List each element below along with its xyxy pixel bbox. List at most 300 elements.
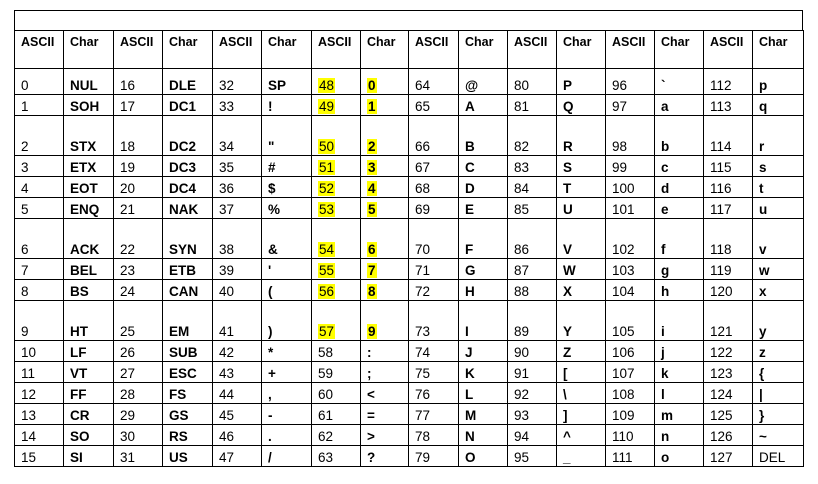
ascii-code-cell: 92 [508, 383, 557, 404]
char-cell: < [361, 383, 409, 404]
header-ascii: ASCII [606, 31, 655, 69]
header-char: Char [64, 31, 114, 69]
char-cell: w [753, 259, 804, 280]
table-row [15, 446, 804, 467]
ascii-code-cell: 108 [606, 383, 655, 404]
ascii-code-cell: 36 [213, 177, 262, 198]
char-cell: E [459, 198, 508, 219]
char-cell: CAN [163, 280, 213, 301]
ascii-code-cell: 110 [606, 425, 655, 446]
char-cell: BS [64, 280, 114, 301]
char-cell: z [753, 341, 804, 362]
char-cell: SP [262, 69, 312, 95]
char-cell: DC1 [163, 95, 213, 116]
ascii-code-cell: 69 [409, 198, 459, 219]
char-cell: - [262, 404, 312, 425]
table-row [15, 362, 804, 383]
highlighted-value: 3 [368, 160, 376, 175]
char-cell: SO [64, 425, 114, 446]
ascii-code-cell: 90 [508, 341, 557, 362]
ascii-code-cell: 13 [15, 404, 64, 425]
ascii-code-cell: 87 [508, 259, 557, 280]
header-char: Char [655, 31, 704, 69]
ascii-code-cell: 94 [508, 425, 557, 446]
header-ascii: ASCII [15, 31, 64, 69]
header-row [15, 31, 804, 69]
ascii-code-cell: 79 [409, 446, 459, 467]
header-char: Char [557, 31, 606, 69]
char-cell: SOH [64, 95, 114, 116]
char-cell: W [557, 259, 606, 280]
ascii-code-cell: 65 [409, 95, 459, 116]
char-cell: D [459, 177, 508, 198]
ascii-code-cell: 121 [704, 301, 753, 341]
ascii-code-cell: 12 [15, 383, 64, 404]
ascii-code-cell: 17 [114, 95, 163, 116]
char-cell: % [262, 198, 312, 219]
char-cell: F [459, 219, 508, 259]
ascii-code-cell: 123 [704, 362, 753, 383]
ascii-code-cell: 97 [606, 95, 655, 116]
header-ascii: ASCII [213, 31, 262, 69]
ascii-code-cell: 124 [704, 383, 753, 404]
char-cell: b [655, 116, 704, 156]
ascii-code-cell: 86 [508, 219, 557, 259]
ascii-code-cell: 41 [213, 301, 262, 341]
table-row [15, 383, 804, 404]
char-cell: EM [163, 301, 213, 341]
ascii-code-cell: 85 [508, 198, 557, 219]
ascii-code-cell: 83 [508, 156, 557, 177]
ascii-code-cell: 38 [213, 219, 262, 259]
char-cell [361, 69, 409, 95]
char-cell: SYN [163, 219, 213, 259]
ascii-code-cell [312, 116, 361, 156]
char-cell: { [753, 362, 804, 383]
ascii-code-cell: 47 [213, 446, 262, 467]
ascii-code-cell [312, 301, 361, 341]
highlighted-value: 7 [368, 263, 376, 278]
char-cell: FF [64, 383, 114, 404]
ascii-code-cell: 104 [606, 280, 655, 301]
char-cell: FS [163, 383, 213, 404]
char-cell: US [163, 446, 213, 467]
ascii-code-cell: 24 [114, 280, 163, 301]
ascii-code-cell: 71 [409, 259, 459, 280]
ascii-code-cell: 91 [508, 362, 557, 383]
char-cell: M [459, 404, 508, 425]
char-cell: SI [64, 446, 114, 467]
ascii-code-cell: 114 [704, 116, 753, 156]
ascii-table-sheet [14, 10, 803, 467]
ascii-code-cell: 111 [606, 446, 655, 467]
ascii-code-cell: 44 [213, 383, 262, 404]
ascii-code-cell: 22 [114, 219, 163, 259]
char-cell: d [655, 177, 704, 198]
char-cell: ~ [753, 425, 804, 446]
char-cell: VT [64, 362, 114, 383]
ascii-code-cell: 31 [114, 446, 163, 467]
ascii-code-cell: 26 [114, 341, 163, 362]
highlighted-value: 49 [319, 99, 335, 114]
char-cell: : [361, 341, 409, 362]
char-cell: @ [459, 69, 508, 95]
ascii-code-cell: 10 [15, 341, 64, 362]
table-row [15, 425, 804, 446]
highlighted-value: 6 [368, 242, 376, 257]
ascii-code-cell: 73 [409, 301, 459, 341]
table-row [15, 177, 804, 198]
char-cell: v [753, 219, 804, 259]
header-char: Char [163, 31, 213, 69]
char-cell: k [655, 362, 704, 383]
char-cell: r [753, 116, 804, 156]
ascii-code-cell: 118 [704, 219, 753, 259]
ascii-code-cell: 16 [114, 69, 163, 95]
ascii-code-cell [312, 280, 361, 301]
ascii-code-cell: 33 [213, 95, 262, 116]
header-ascii: ASCII [409, 31, 459, 69]
char-cell: u [753, 198, 804, 219]
ascii-code-cell: 115 [704, 156, 753, 177]
char-cell: V [557, 219, 606, 259]
char-cell: DC2 [163, 116, 213, 156]
ascii-table-body [15, 31, 804, 467]
ascii-code-cell: 14 [15, 425, 64, 446]
header-char: Char [459, 31, 508, 69]
ascii-table [14, 30, 804, 467]
ascii-code-cell [312, 198, 361, 219]
char-cell: STX [64, 116, 114, 156]
ascii-code-cell: 3 [15, 156, 64, 177]
table-row [15, 198, 804, 219]
char-cell: c [655, 156, 704, 177]
ascii-code-cell: 109 [606, 404, 655, 425]
char-cell: x [753, 280, 804, 301]
ascii-code-cell: 23 [114, 259, 163, 280]
char-cell: # [262, 156, 312, 177]
char-cell: f [655, 219, 704, 259]
highlighted-value: 55 [319, 263, 335, 278]
char-cell: _ [557, 446, 606, 467]
table-row [15, 259, 804, 280]
highlighted-value: 56 [319, 284, 335, 299]
ascii-code-cell: 40 [213, 280, 262, 301]
ascii-code-cell: 66 [409, 116, 459, 156]
char-cell: NUL [64, 69, 114, 95]
ascii-code-cell: 62 [312, 425, 361, 446]
char-cell: Y [557, 301, 606, 341]
char-cell: ACK [64, 219, 114, 259]
ascii-code-cell [312, 259, 361, 280]
char-cell: GS [163, 404, 213, 425]
char-cell: ESC [163, 362, 213, 383]
ascii-code-cell: 75 [409, 362, 459, 383]
char-cell: T [557, 177, 606, 198]
ascii-code-cell: 37 [213, 198, 262, 219]
char-cell: CR [64, 404, 114, 425]
header-ascii: ASCII [508, 31, 557, 69]
char-cell: a [655, 95, 704, 116]
char-cell [361, 280, 409, 301]
char-cell: e [655, 198, 704, 219]
table-row [15, 95, 804, 116]
table-row [15, 116, 804, 156]
ascii-code-cell: 9 [15, 301, 64, 341]
ascii-code-cell: 74 [409, 341, 459, 362]
char-cell: N [459, 425, 508, 446]
char-cell: " [262, 116, 312, 156]
ascii-code-cell: 34 [213, 116, 262, 156]
table-title-row [14, 10, 803, 30]
char-cell: SUB [163, 341, 213, 362]
char-cell: q [753, 95, 804, 116]
char-cell: } [753, 404, 804, 425]
highlighted-value: 1 [368, 99, 376, 114]
char-cell: P [557, 69, 606, 95]
char-cell: = [361, 404, 409, 425]
char-cell: , [262, 383, 312, 404]
char-cell: i [655, 301, 704, 341]
ascii-code-cell: 126 [704, 425, 753, 446]
ascii-code-cell: 15 [15, 446, 64, 467]
char-cell: ] [557, 404, 606, 425]
ascii-code-cell: 32 [213, 69, 262, 95]
char-cell: A [459, 95, 508, 116]
char-cell: & [262, 219, 312, 259]
ascii-code-cell: 8 [15, 280, 64, 301]
header-ascii: ASCII [114, 31, 163, 69]
table-row [15, 69, 804, 95]
char-cell: DC4 [163, 177, 213, 198]
char-cell: ETX [64, 156, 114, 177]
ascii-code-cell: 2 [15, 116, 64, 156]
ascii-code-cell: 21 [114, 198, 163, 219]
ascii-code-cell: 72 [409, 280, 459, 301]
char-cell: NAK [163, 198, 213, 219]
ascii-code-cell: 122 [704, 341, 753, 362]
ascii-code-cell [312, 219, 361, 259]
highlighted-value: 9 [368, 324, 376, 339]
char-cell: ) [262, 301, 312, 341]
char-cell: S [557, 156, 606, 177]
ascii-code-cell: 18 [114, 116, 163, 156]
char-cell: H [459, 280, 508, 301]
table-row [15, 219, 804, 259]
char-cell: ! [262, 95, 312, 116]
ascii-code-cell: 7 [15, 259, 64, 280]
table-row [15, 156, 804, 177]
ascii-code-cell [312, 69, 361, 95]
char-cell: * [262, 341, 312, 362]
char-cell: g [655, 259, 704, 280]
ascii-code-cell: 59 [312, 362, 361, 383]
char-cell: ^ [557, 425, 606, 446]
highlighted-value: 0 [368, 78, 376, 93]
ascii-code-cell: 63 [312, 446, 361, 467]
char-cell: | [753, 383, 804, 404]
char-cell: n [655, 425, 704, 446]
char-cell: R [557, 116, 606, 156]
char-cell: m [655, 404, 704, 425]
ascii-code-cell: 42 [213, 341, 262, 362]
char-cell: G [459, 259, 508, 280]
ascii-code-cell: 39 [213, 259, 262, 280]
char-cell [361, 198, 409, 219]
char-cell: / [262, 446, 312, 467]
ascii-code-cell: 99 [606, 156, 655, 177]
char-cell: U [557, 198, 606, 219]
char-cell: ENQ [64, 198, 114, 219]
char-cell: [ [557, 362, 606, 383]
char-cell: > [361, 425, 409, 446]
ascii-code-cell: 106 [606, 341, 655, 362]
ascii-code-cell: 127 [704, 446, 753, 467]
ascii-code-cell: 101 [606, 198, 655, 219]
char-cell [361, 301, 409, 341]
ascii-code-cell: 45 [213, 404, 262, 425]
char-cell: h [655, 280, 704, 301]
ascii-code-cell: 35 [213, 156, 262, 177]
ascii-code-cell: 67 [409, 156, 459, 177]
ascii-code-cell: 78 [409, 425, 459, 446]
ascii-code-cell: 95 [508, 446, 557, 467]
char-cell: p [753, 69, 804, 95]
char-cell: L [459, 383, 508, 404]
ascii-code-cell: 0 [15, 69, 64, 95]
ascii-code-cell: 82 [508, 116, 557, 156]
highlighted-value: 51 [319, 160, 335, 175]
char-cell: C [459, 156, 508, 177]
highlighted-value: 8 [368, 284, 376, 299]
ascii-code-cell: 30 [114, 425, 163, 446]
ascii-code-cell: 19 [114, 156, 163, 177]
header-ascii: ASCII [312, 31, 361, 69]
ascii-code-cell: 117 [704, 198, 753, 219]
ascii-code-cell: 6 [15, 219, 64, 259]
char-cell: DC3 [163, 156, 213, 177]
ascii-code-cell: 81 [508, 95, 557, 116]
ascii-code-cell: 27 [114, 362, 163, 383]
ascii-code-cell: 11 [15, 362, 64, 383]
char-cell [361, 219, 409, 259]
char-cell: DEL [753, 446, 804, 467]
ascii-code-cell: 80 [508, 69, 557, 95]
ascii-code-cell: 88 [508, 280, 557, 301]
char-cell: + [262, 362, 312, 383]
ascii-code-cell: 98 [606, 116, 655, 156]
char-cell [361, 95, 409, 116]
ascii-code-cell: 100 [606, 177, 655, 198]
header-char: Char [753, 31, 804, 69]
ascii-code-cell: 68 [409, 177, 459, 198]
char-cell: RS [163, 425, 213, 446]
highlighted-value: 53 [319, 202, 335, 217]
ascii-code-cell: 64 [409, 69, 459, 95]
highlighted-value: 57 [319, 324, 335, 339]
char-cell [361, 156, 409, 177]
char-cell: o [655, 446, 704, 467]
ascii-code-cell: 89 [508, 301, 557, 341]
highlighted-value: 52 [319, 181, 335, 196]
ascii-code-cell: 120 [704, 280, 753, 301]
highlighted-value: 5 [368, 202, 376, 217]
ascii-code-cell: 1 [15, 95, 64, 116]
char-cell: ETB [163, 259, 213, 280]
ascii-code-cell: 96 [606, 69, 655, 95]
ascii-code-cell: 5 [15, 198, 64, 219]
ascii-code-cell: 4 [15, 177, 64, 198]
table-row [15, 280, 804, 301]
ascii-code-cell: 70 [409, 219, 459, 259]
ascii-code-cell: 58 [312, 341, 361, 362]
char-cell: HT [64, 301, 114, 341]
char-cell: EOT [64, 177, 114, 198]
highlighted-value: 48 [319, 78, 335, 93]
header-char: Char [262, 31, 312, 69]
char-cell: ; [361, 362, 409, 383]
char-cell: Z [557, 341, 606, 362]
ascii-code-cell: 20 [114, 177, 163, 198]
table-row [15, 301, 804, 341]
char-cell: BEL [64, 259, 114, 280]
char-cell: X [557, 280, 606, 301]
ascii-code-cell: 43 [213, 362, 262, 383]
char-cell: y [753, 301, 804, 341]
char-cell: LF [64, 341, 114, 362]
ascii-code-cell: 84 [508, 177, 557, 198]
ascii-code-cell: 29 [114, 404, 163, 425]
char-cell: l [655, 383, 704, 404]
ascii-code-cell: 25 [114, 301, 163, 341]
highlighted-value: 4 [368, 181, 376, 196]
char-cell: J [459, 341, 508, 362]
ascii-code-cell: 105 [606, 301, 655, 341]
ascii-code-cell: 77 [409, 404, 459, 425]
ascii-code-cell: 102 [606, 219, 655, 259]
char-cell: t [753, 177, 804, 198]
table-row [15, 341, 804, 362]
char-cell: Q [557, 95, 606, 116]
highlighted-value: 54 [319, 242, 335, 257]
ascii-code-cell [312, 156, 361, 177]
ascii-code-cell: 125 [704, 404, 753, 425]
ascii-code-cell: 107 [606, 362, 655, 383]
ascii-code-cell: 93 [508, 404, 557, 425]
char-cell: \ [557, 383, 606, 404]
ascii-code-cell [312, 177, 361, 198]
char-cell: ` [655, 69, 704, 95]
ascii-code-cell [312, 95, 361, 116]
ascii-code-cell: 61 [312, 404, 361, 425]
table-row [15, 404, 804, 425]
char-cell: ? [361, 446, 409, 467]
char-cell: I [459, 301, 508, 341]
char-cell: K [459, 362, 508, 383]
char-cell: $ [262, 177, 312, 198]
ascii-code-cell: 112 [704, 69, 753, 95]
ascii-code-cell: 116 [704, 177, 753, 198]
highlighted-value: 50 [319, 139, 335, 154]
char-cell: ' [262, 259, 312, 280]
ascii-code-cell: 46 [213, 425, 262, 446]
char-cell: . [262, 425, 312, 446]
highlighted-value: 2 [368, 139, 376, 154]
ascii-code-cell: 60 [312, 383, 361, 404]
ascii-code-cell: 76 [409, 383, 459, 404]
char-cell [361, 177, 409, 198]
header-char: Char [361, 31, 409, 69]
